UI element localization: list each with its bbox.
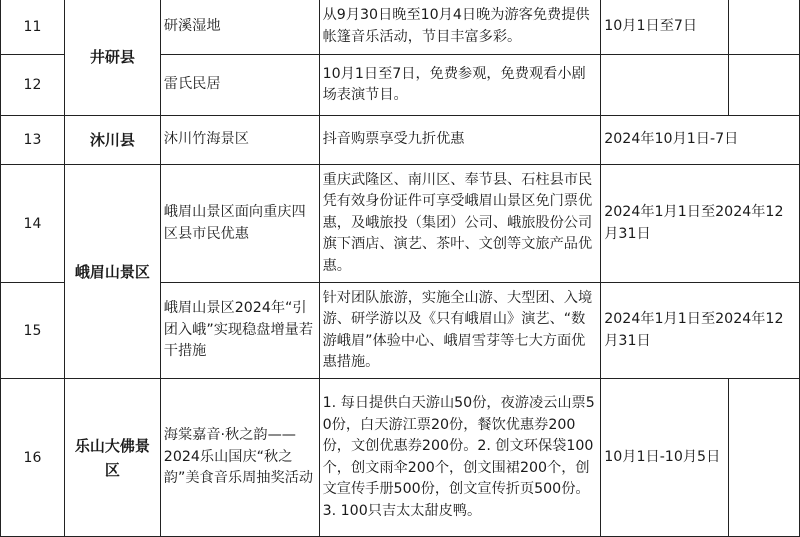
scenic-spot-name: 雷氏民居 <box>160 55 319 116</box>
table-row <box>1 0 800 55</box>
activity-date: 2024年1月1日至2024年12月31日 <box>601 283 800 379</box>
activity-description: 10月1日至7日，免费参观，免费观看小剧场表演节目。 <box>319 55 601 116</box>
row-number: 11 <box>1 0 65 55</box>
row-number: 12 <box>1 55 65 116</box>
county-cell: 沐川县 <box>64 116 160 165</box>
activity-description: 1. 每日提供白天游山50份，夜游凌云山票50份，白天游江票20份，餐饮优惠券200份，文创优惠券200份。2. 创文环保袋100个，创文雨伞200个，创文围裙200个，创文宣传手册500份，创文宣传折页500份。3. 100只吉太太甜皮鸭。 <box>319 379 601 537</box>
table-row <box>1 379 800 537</box>
activity-date <box>601 55 729 116</box>
county-cell: 峨眉山景区 <box>64 165 160 379</box>
row-number: 14 <box>1 165 65 283</box>
scenic-spot-name: 峨眉山景区面向重庆四区县市民优惠 <box>160 165 319 283</box>
empty-cell <box>729 379 800 537</box>
scenic-spot-name: 峨眉山景区2024年“引团入峨”实现稳盘增量若干措施 <box>160 283 319 379</box>
scenic-spot-name: 研溪湿地 <box>160 0 319 55</box>
activity-date: 2024年10月1日-7日 <box>601 116 800 165</box>
activity-description: 从9月30日晚至10月4日晚为游客免费提供帐篷音乐活动，节目丰富多彩。 <box>319 0 601 55</box>
row-number: 15 <box>1 283 65 379</box>
activity-description: 抖音购票享受九折优惠 <box>319 116 601 165</box>
scenic-spot-name: 沐川竹海景区 <box>160 116 319 165</box>
row-number: 13 <box>1 116 65 165</box>
scenic-spot-name: 海棠嘉音·秋之韵—— 2024乐山国庆“秋之韵”美食音乐周抽奖活动 <box>160 379 319 537</box>
activity-date: 10月1日-10月5日 <box>601 379 729 537</box>
row-number: 16 <box>1 379 65 537</box>
table-row <box>1 165 800 283</box>
empty-cell <box>729 55 800 116</box>
county-cell: 乐山大佛景区 <box>64 379 160 537</box>
activity-date: 10月1日至7日 <box>601 0 729 55</box>
county-cell: 井研县 <box>64 0 160 116</box>
empty-cell <box>729 0 800 55</box>
activity-date: 2024年1月1日至2024年12月31日 <box>601 165 800 283</box>
table-row <box>1 116 800 165</box>
activity-description: 重庆武隆区、南川区、奉节县、石柱县市民凭有效身份证件可享受峨眉山景区免门票优惠，及峨旅投（集团）公司、峨旅股份公司旗下酒店、演艺、茶叶、文创等文旅产品优惠。 <box>319 165 601 283</box>
activity-description: 针对团队旅游，实施全山游、大型团、入境游、研学游以及《只有峨眉山》演艺、“数游峨眉”体验中心、峨眉雪芽等七大方面优惠措施。 <box>319 283 601 379</box>
